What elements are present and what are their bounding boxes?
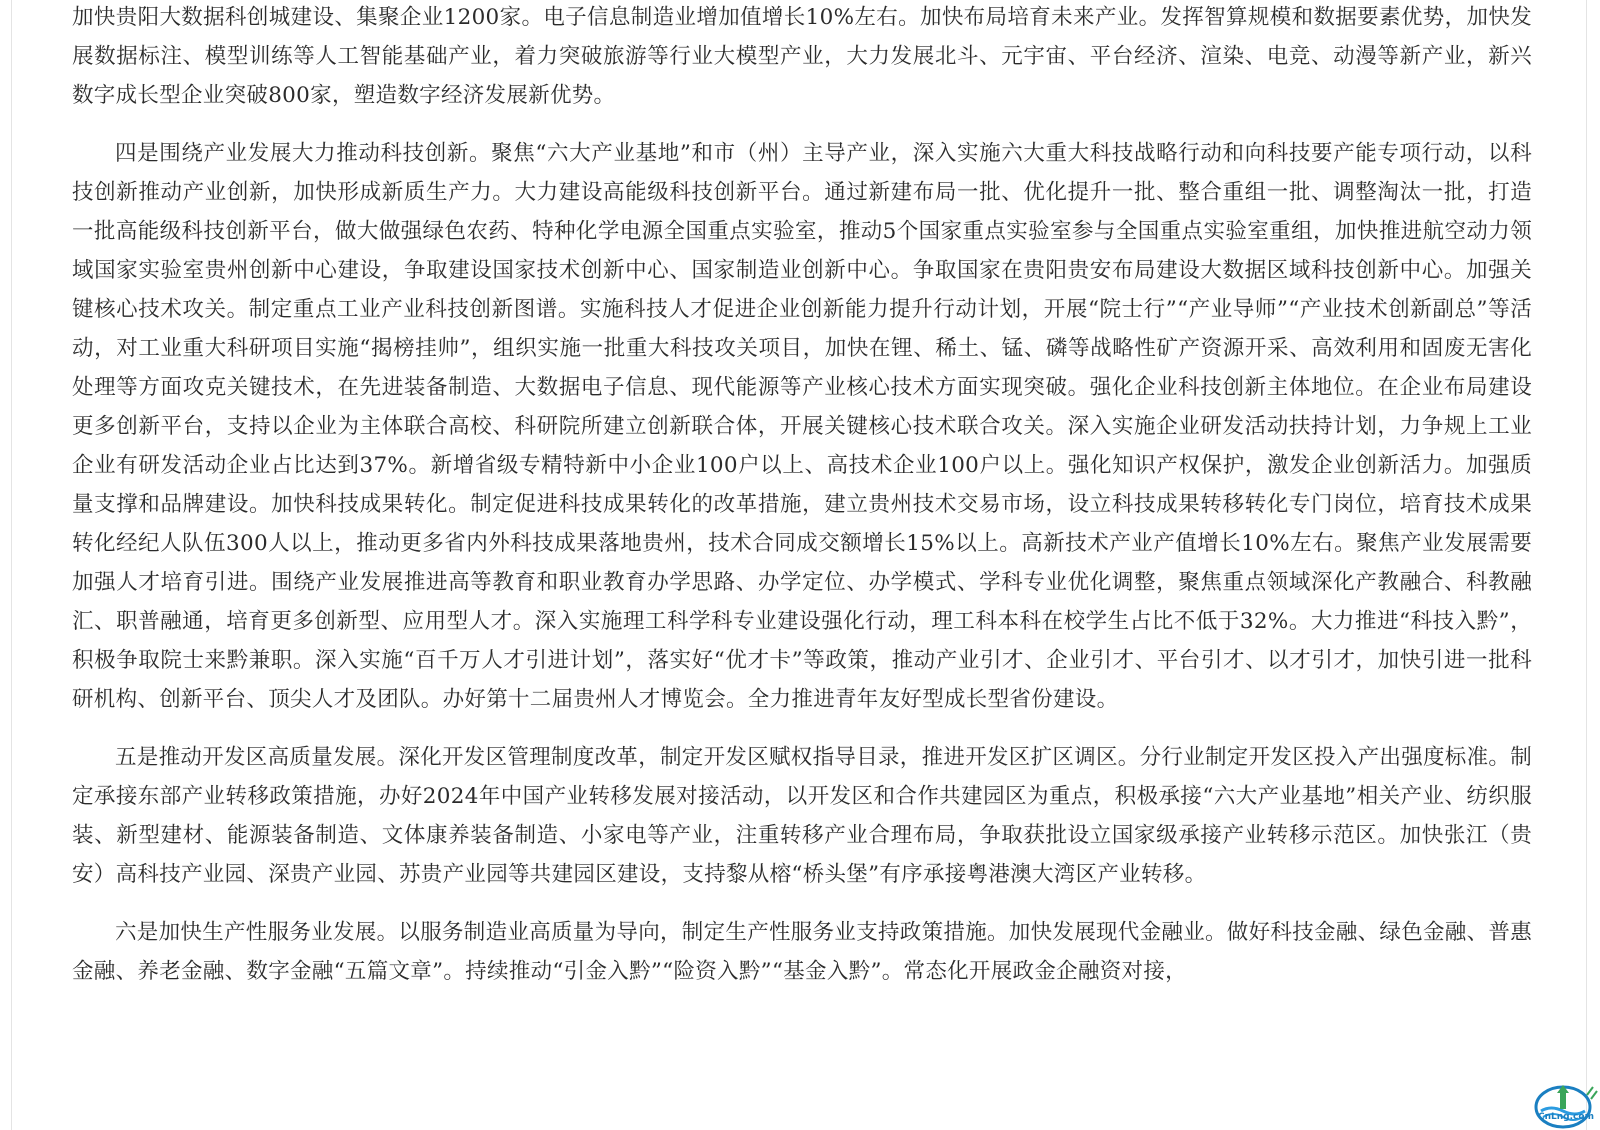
frame-border-right — [1586, 0, 1587, 1130]
paragraph-2: 四是围绕产业发展大力推动科技创新。聚焦“六大产业基地”和市（州）主导产业，深入实施六大重大科技战略行动和向科技要产能专项行动，以科技创新推动产业创新，加快形成新质生产力。大力建设高能级科技创新平台。通过新建布局一批、优化提升一批、整合重组一批、调整淘汰一批，打造一批高能级科技创新平台，做大做强绿色农药、特种化学电源全国重点实验室，推动5个国家重点实验室参与全国重点实验室重组，加快推进航空动力领域国家实验室贵州创新中心建设，争取建设国家技术创新中心、国家制造业创新中心。争取国家在贵阳贵安布局建设大数据区域科技创新中心。加强关键核心技术攻关。制定重点工业产业科技创新图谱。实施科技人才促进企业创新能力提升行动计划，开展“院士行”“产业导师”“产业技术创新副总”等活动，对工业重大科研项目实施“揭榜挂帅”，组织实施一批重大科技攻关项目，加快在锂、稀土、锰、磷等战略性矿产资源开采、高效利用和固废无害化处理等方面攻克关键技术，在先进装备制造、大数据电子信息、现代能源等产业核心技术方面实现突破。强化企业科技创新主体地位。在企业布局建设更多创新平台，支持以企业为主体联合高校、科研院所建立创新联合体，开展关键核心技术联合攻关。深入实施企业研发活动扶持计划，力争规上工业企业有研发活动企业占比达到37%。新增省级专精特新中小企业100户以上、高技术企业100户以上。强化知识产权保护，激发企业创新活力。加强质量支撑和品牌建设。加快科技成果转化。制定促进科技成果转化的改革措施，建立贵州技术交易市场，设立科技成果转移转化专门岗位，培育技术成果转化经纪人队伍300人以上，推动更多省内外科技成果落地贵州，技术合同成交额增长15%以上。高新技术产业产值增长10%左右。聚焦产业发展需要加强人才培育引进。围绕产业发展推进高等教育和职业教育办学思路、办学定位、办学模式、学科专业优化调整，聚焦重点领域深化产教融合、科教融汇、职普融通，培育更多创新型、应用型人才。深入实施理工科学科专业建设强化行动，理工科本科在校学生占比不低于32%。大力推进“科技入黔”，积极争取院士来黔兼职。深入实施“百千万人才引进计划”，落实好“优才卡”等政策，推动产业引才、企业引才、平台引才、以才引才，加快引进一批科研机构、创新平台、顶尖人才及团队。办好第十二届贵州人才博览会。全力推进青年友好型成长型省份建设。 — [72, 141, 1532, 712]
paragraph-1: 加快贵阳大数据科创城建设、集聚企业1200家。电子信息制造业增加值增长10%左右。加快布局培育未来产业。发挥智算规模和数据要素优势，加快发展数据标注、模型训练等人工智能基础产业，着力突破旅游等行业大模型产业，大力发展北斗、元宇宙、平台经济、渲染、电竞、动漫等新产业，新兴数字成长型企业突破800家，塑造数字经济发展新优势。 — [72, 5, 1532, 108]
paragraph-4: 六是加快生产性服务业发展。以服务制造业高质量为导向，制定生产性服务业支持政策措施。加快发展现代金融业。做好科技金融、绿色金融、普惠金融、养老金融、数字金融“五篇文章”。持续推动“引金入黔”“险资入黔”“基金入黔”。常态化开展政金企融资对接， — [72, 920, 1533, 984]
paragraph-3: 五是推动开发区高质量发展。深化开发区管理制度改革，制定开发区赋权指导目录，推进开发区扩区调区。分行业制定开发区投入产出强度标准。制定承接东部产业转移政策措施，办好2024年中国产业转移发展对接活动，以开发区和合作共建园区为重点，积极承接“六大产业基地”相关产业、纺织服装、新型建材、能源装备制造、文体康养装备制造、小家电等产业，注重转移产业合理布局，争取获批设立国家级承接产业转移示范区。加快张江（贵安）高科技产业园、深贵产业园、苏贵产业园等共建园区建设，支持黎从榕“桥头堡”有序承接粤港澳大湾区产业转移。 — [72, 745, 1533, 887]
article-body — [72, 0, 1532, 1010]
frame-border-left — [11, 0, 12, 1130]
site-logo-text: CnLng.com — [1538, 1112, 1594, 1122]
